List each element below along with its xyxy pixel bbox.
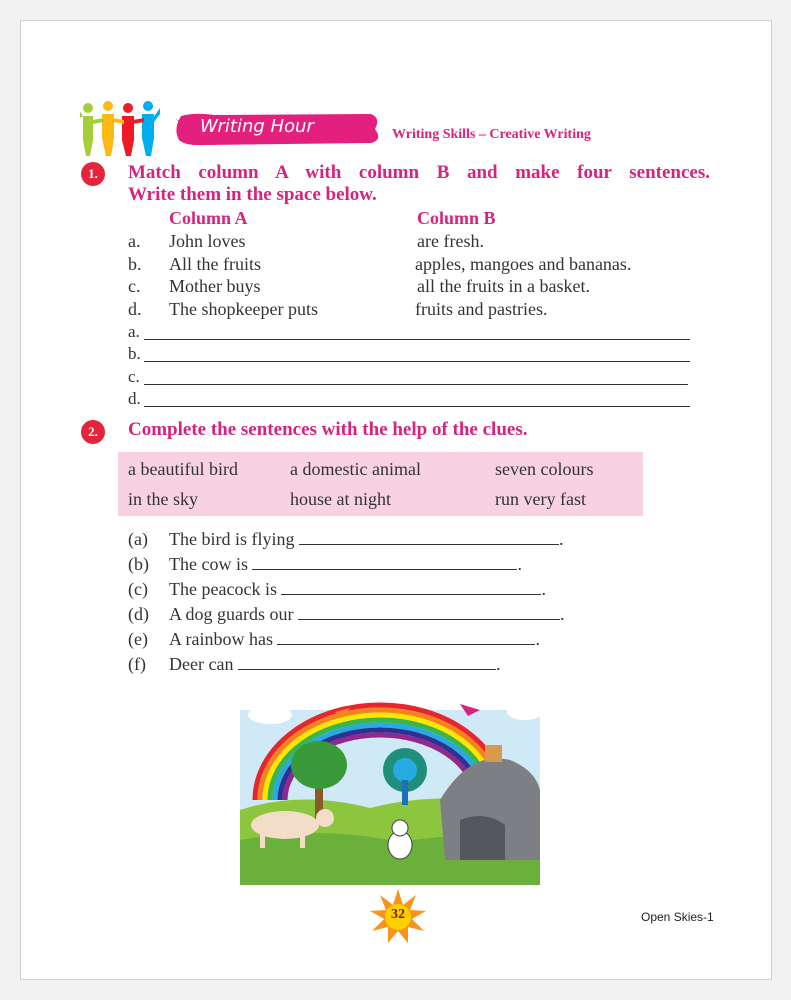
row-a-column-b: are fresh.: [417, 231, 484, 251]
page-number: 32: [391, 907, 405, 922]
children-holding-hands-icon: [80, 98, 160, 158]
sentence-end: .: [558, 529, 564, 549]
row-d-letter: d.: [128, 299, 142, 319]
row-c-column-b: all the fruits in a basket.: [417, 276, 590, 296]
section-subtitle: Writing Skills – Creative Writing: [392, 127, 591, 142]
clue-word: house at night: [290, 489, 391, 509]
blank-input[interactable]: [299, 530, 559, 545]
sentence-label: (a): [128, 529, 148, 549]
row-b-column-b: apples, mangoes and bananas.: [415, 254, 632, 274]
clue-word: run very fast: [495, 489, 586, 509]
clue-word: seven colours: [495, 459, 594, 479]
sentence-text: A rainbow has: [169, 629, 273, 649]
row-d-column-a: The shopkeeper puts: [169, 299, 318, 319]
sentence-end: .: [517, 554, 522, 574]
sentence-label: (d): [128, 604, 149, 624]
question-2-instruction: Complete the sentences with the help of the clues.: [128, 419, 528, 440]
column-b-header: Column B: [417, 208, 496, 228]
sentence-d: [169, 604, 565, 625]
answer-line-d[interactable]: [128, 389, 690, 411]
sentence-end: .: [495, 654, 501, 674]
row-b-letter: b.: [128, 254, 142, 274]
answer-label: d.: [128, 389, 141, 408]
sentence-text: A dog guards our: [169, 604, 294, 624]
answer-label: a.: [128, 322, 140, 341]
answer-line-a[interactable]: [128, 322, 690, 344]
question-1-badge: 1.: [81, 162, 105, 186]
question-1-instruction: [128, 162, 710, 206]
sentence-text: Deer can: [169, 654, 234, 674]
sentence-e: [169, 629, 540, 650]
row-a-column-a: John loves: [169, 231, 246, 251]
row-d-column-b: fruits and pastries.: [415, 299, 548, 319]
sentence-text: The cow is: [169, 554, 248, 574]
row-a-letter: a.: [128, 231, 141, 251]
clue-word: in the sky: [128, 489, 198, 509]
sentence-text: The bird is flying: [169, 529, 295, 549]
blank-input[interactable]: [238, 655, 496, 670]
sentence-a: [169, 529, 563, 550]
sentence-end: .: [560, 604, 565, 624]
sentence-b: [169, 554, 522, 575]
rainbow-scene-illustration: [240, 690, 540, 885]
row-c-letter: c.: [128, 276, 141, 296]
clue-word: a beautiful bird: [128, 459, 238, 479]
blank-input[interactable]: [277, 630, 535, 645]
sentence-label: (e): [128, 629, 148, 649]
sentence-end: .: [541, 579, 546, 599]
row-b-column-a: All the fruits: [169, 254, 261, 274]
blank-input[interactable]: [281, 580, 541, 595]
book-title: Open Skies-1: [641, 910, 714, 924]
column-a-header: Column A: [169, 208, 248, 228]
answer-label: b.: [128, 344, 141, 363]
question-2-badge: 2.: [81, 420, 105, 444]
sentence-end: .: [535, 629, 540, 649]
answer-line-b[interactable]: [128, 344, 690, 366]
sentence-f: [169, 654, 500, 675]
sentence-text: The peacock is: [169, 579, 277, 599]
question-1-line-1: Match column A with column B and make four sentences.: [128, 162, 710, 183]
answer-line-c[interactable]: [128, 367, 688, 389]
row-c-column-a: Mother buys: [169, 276, 261, 296]
sentence-c: [169, 579, 546, 600]
sentence-label: (c): [128, 579, 148, 599]
sentence-label: (f): [128, 654, 146, 674]
section-title: Writing Hour: [200, 116, 314, 137]
answer-label: c.: [128, 367, 140, 386]
blank-input[interactable]: [298, 605, 560, 620]
clue-word: a domestic animal: [290, 459, 421, 479]
blank-input[interactable]: [252, 555, 517, 570]
question-1-line-2: Write them in the space below.: [128, 184, 377, 205]
sentence-label: (b): [128, 554, 149, 574]
